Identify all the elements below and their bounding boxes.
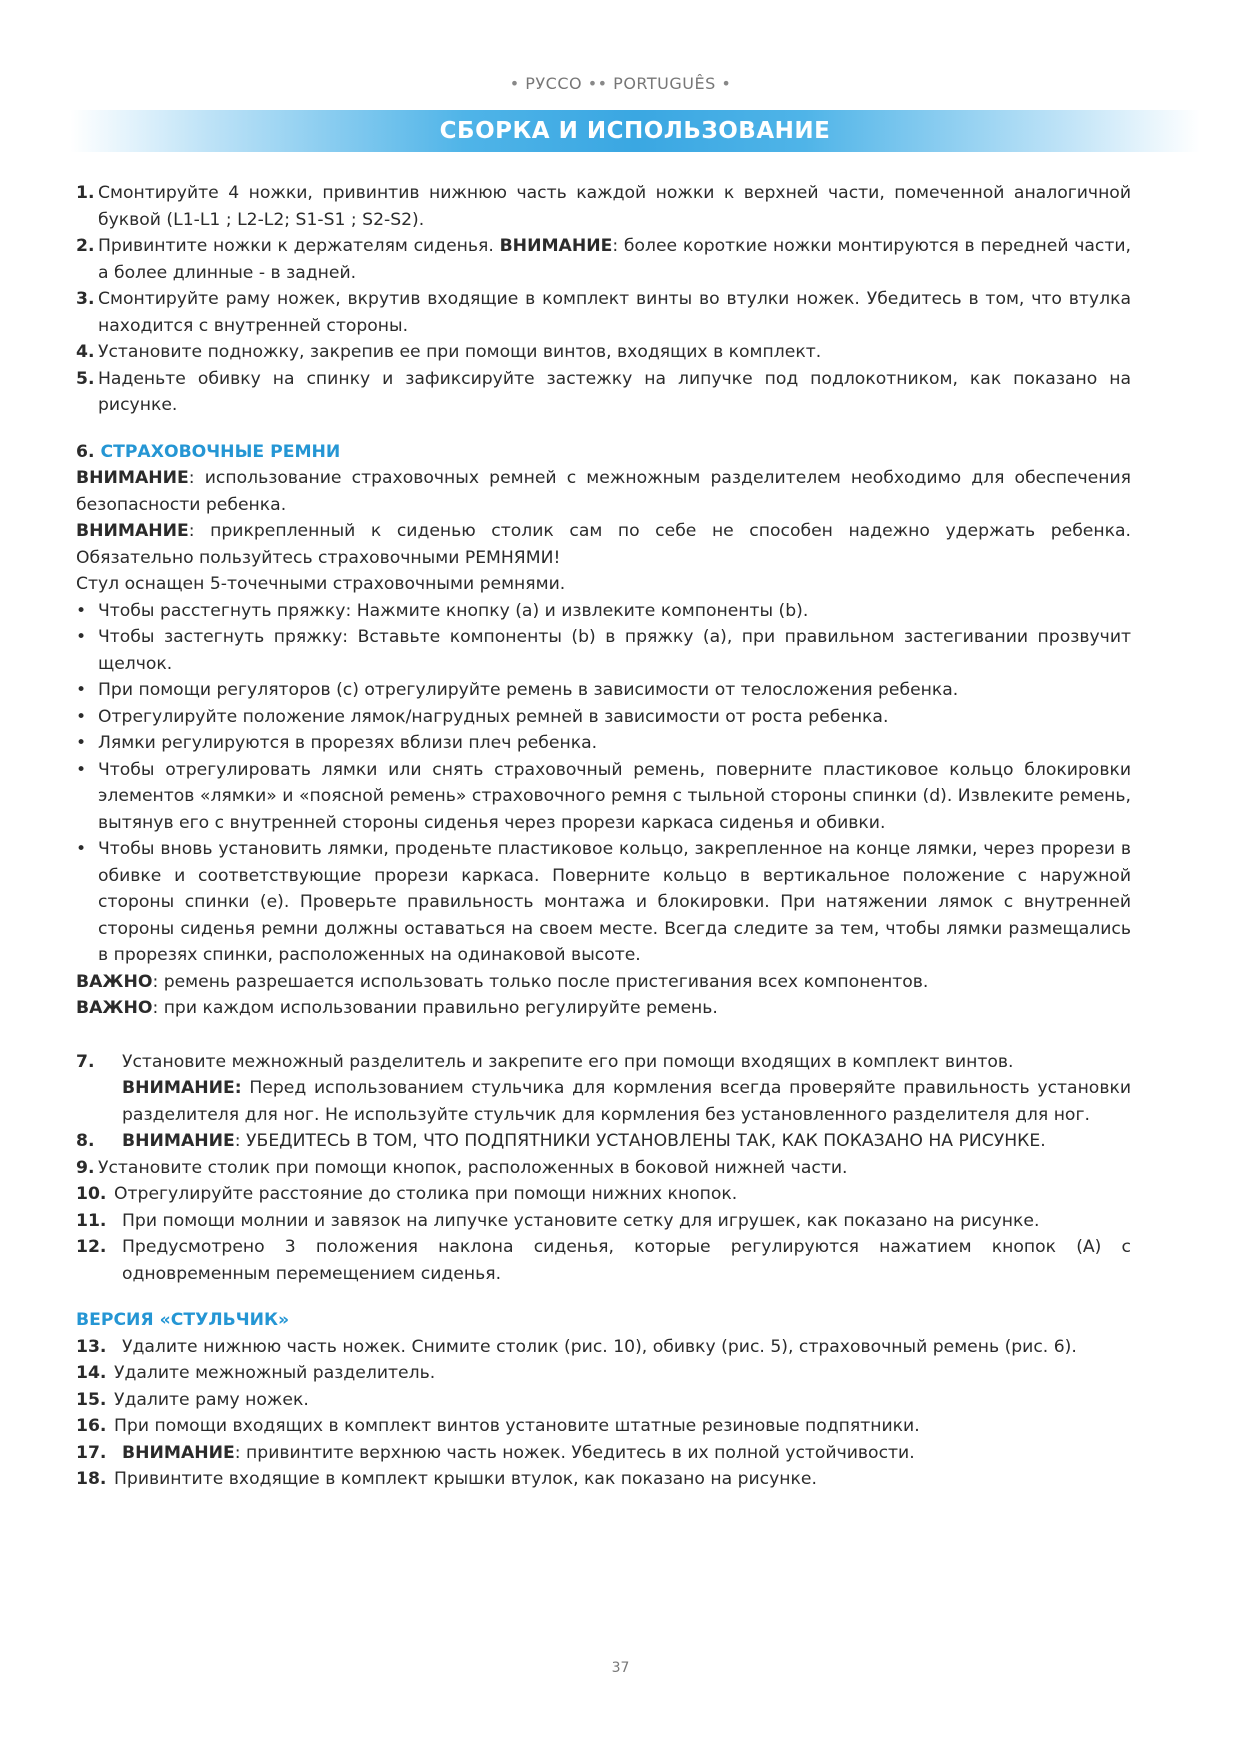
bullet-text: Лямки регулируются в прорезях вблизи плеч ребенка. (98, 733, 598, 753)
step-text: Удалите межножный разделитель. (114, 1363, 436, 1383)
list-item (76, 757, 1131, 837)
step-item (76, 1413, 1131, 1440)
section-heading-chair-version: ВЕРСИЯ «СТУЛЬЧИК» (76, 1310, 290, 1330)
step-number: 8. (76, 1131, 95, 1151)
step-text: Предусмотрено 3 положения наклона сиденья, которые регулируются нажатием кнопок (A) с одновременным перемещением сиденья. (122, 1237, 1131, 1284)
bullet-dot: • (721, 74, 732, 93)
step-text (122, 1440, 1131, 1467)
important-note (76, 969, 1131, 996)
step-item (76, 1208, 1131, 1235)
warning-text: : прикрепленный к сиденью столик сам по себе не способен надежно удержать ребенка. Обязательно пользуйтесь страховочными РЕМНЯМИ! (76, 521, 1131, 568)
bullet: • (76, 839, 87, 859)
bullet: • (76, 600, 87, 621)
instructions-body (76, 180, 1131, 1493)
warning-label: ВНИМАНИЕ (499, 236, 613, 256)
step-text: Смонтируйте раму ножек, вкрутив входящие в комплект винты во втулки ножек. Убедитесь в том, что втулка находится с внутренней стороны. (98, 289, 1131, 336)
step-text: Смонтируйте 4 ножки, привинтив нижнюю часть каждой ножки к верхней части, помеченной аналогичной буквой (L1-L1 ; L2-L2; S1-S1 ; S2-S2). (98, 183, 1131, 230)
step-number: 7. (76, 1051, 95, 1072)
warning-paragraph (76, 465, 1131, 518)
step-number: 18. (76, 1469, 107, 1489)
warning-label: ВНИМАНИЕ: (122, 1078, 242, 1098)
intro-text: Стул оснащен 5-точечными страховочными ремнями. (76, 574, 566, 594)
bullet-text: Чтобы застегнуть пряжку: Вставьте компоненты (b) в пряжку (a), при правильном застегивании прозвучит щелчок. (98, 627, 1131, 674)
important-note (76, 995, 1131, 1022)
step-item (76, 339, 1131, 366)
warning-label: ВНИМАНИЕ (76, 468, 189, 488)
bullet: • (76, 706, 87, 727)
step-number: 14. (76, 1363, 107, 1383)
step-text-part: Привинтите ножки к держателям сиденья. (98, 236, 500, 256)
bullet-text: Чтобы расстегнуть пряжку: Нажмите кнопку (a) и извлеките компоненты (b). (98, 600, 809, 621)
bullet: • (76, 733, 87, 753)
step-number: 4. (76, 342, 95, 362)
step-item (76, 180, 1131, 233)
warning-label: ВНИМАНИЕ (122, 1442, 235, 1463)
bullet-text: Чтобы отрегулировать лямки или снять страховочный ремень, поверните пластиковое кольцо блокировки элементов «лямки» и «поясной ремень» страховочного ремня с тыльной стороны спинки (d). Извлеките ремень, вытянув его с внутренней стороны сиденья через прорези каркаса сиденья и обивки. (98, 759, 1131, 833)
step-number: 3. (76, 289, 95, 309)
step-item (76, 286, 1131, 339)
list-item (76, 836, 1131, 969)
important-label: ВАЖНО (76, 998, 153, 1018)
step-number: 15. (76, 1389, 107, 1410)
step-item (76, 1360, 1131, 1387)
step-text: Наденьте обивку на спинку и зафиксируйте застежку на липучке под подлокотником, как показано на рисунке. (98, 368, 1131, 415)
step-item (76, 1128, 1131, 1155)
step-number: 17. (76, 1442, 107, 1463)
page-title: СБОРКА И ИСПОЛЬЗОВАНИЕ (439, 118, 831, 144)
step-number: 12. (76, 1237, 107, 1257)
step-number: 5. (76, 368, 95, 389)
language-pt: PORTUGUÊS (613, 74, 716, 93)
important-text: : при каждом использовании правильно регулируйте ремень. (152, 998, 718, 1018)
step-item (76, 366, 1131, 419)
warning-label: ВНИМАНИЕ (76, 521, 189, 541)
list-item (76, 677, 1131, 704)
step-number: 11. (76, 1210, 107, 1231)
warning-paragraph (76, 518, 1131, 571)
step-item (76, 1155, 1131, 1182)
list-item (76, 730, 1131, 757)
section-banner (70, 110, 1200, 152)
step-number: 9. (76, 1157, 95, 1178)
step-text-part: : более короткие ножки монтируются в передней части, а более длинные - в задней. (98, 236, 1132, 283)
list-item (76, 624, 1131, 677)
page-number: 37 (611, 1660, 630, 1676)
step-text: Удалите раму ножек. (114, 1389, 309, 1410)
step-text: Установите межножный разделитель и закрепите его при помощи входящих в комплект винтов. (122, 1051, 1014, 1072)
warning-text: Перед использованием стульчика для кормления всегда проверяйте правильность установки разделителя для ног. Не используйте стульчик для кормления без установленного разделителя для ног. (122, 1078, 1131, 1125)
step-item (76, 1181, 1131, 1208)
bullet-text: Отрегулируйте положение лямок/нагрудных ремней в зависимости от роста ребенка. (98, 706, 889, 727)
list-item (76, 704, 1131, 731)
step-item (76, 1234, 1131, 1287)
bullet-dot: • (509, 74, 520, 93)
step-text (98, 233, 1131, 286)
bullet-dot: •• (587, 74, 608, 93)
warning-label: ВНИМАНИЕ (122, 1131, 235, 1151)
step-text-part: : привинтите верхнюю часть ножек. Убедитесь в их полной устойчивости. (234, 1442, 915, 1463)
step-text: Установите подножку, закрепив ее при помощи винтов, входящих в комплект. (98, 342, 822, 362)
step-number: 1. (76, 183, 95, 203)
bullet-text: Чтобы вновь установить лямки, проденьте пластиковое кольцо, закрепленное на конце лямки, через прорези в обивке и соответствующие прорези каркаса. Поверните кольцо в вертикальное положение с наружной стороны спинки (e). Проверьте правильность монтажа и блокировки. При натяжении лямок с внутренней стороны сиденья ремни должны оставаться на своем месте. Всегда следите за тем, чтобы лямки размещались в прорезях спинки, расположенных на одинаковой высоте. (98, 839, 1131, 965)
step-text: При помощи входящих в комплект винтов установите штатные резиновые подпятники. (114, 1416, 920, 1436)
bullet: • (76, 759, 87, 780)
step-text-part: : УБЕДИТЕСЬ В ТОМ, ЧТО ПОДПЯТНИКИ УСТАНОВЛЕНЫ ТАК, КАК ПОКАЗАНО НА РИСУНКЕ. (234, 1131, 1046, 1151)
step-number: 13. (76, 1336, 107, 1357)
bullet: • (76, 627, 87, 647)
step-text: При помощи молнии и завязок на липучке установите сетку для игрушек, как показано на рисунке. (122, 1210, 1040, 1231)
important-text: : ремень разрешается использовать только после пристегивания всех компонентов. (152, 971, 929, 992)
step-item (76, 1334, 1131, 1361)
step-item (76, 233, 1131, 286)
step-number: 10. (76, 1184, 107, 1204)
step-text: Привинтите входящие в комплект крышки втулок, как показано на рисунке. (114, 1469, 817, 1489)
language-ru: РУССО (525, 74, 583, 93)
important-label: ВАЖНО (76, 971, 153, 992)
bullet: • (76, 680, 87, 700)
step-item (76, 1440, 1131, 1467)
list-item (76, 598, 1131, 625)
bullet-text: При помощи регуляторов (c) отрегулируйте ремень в зависимости от телосложения ребенка. (98, 680, 959, 700)
language-indicator (0, 74, 1241, 93)
step-item (76, 1466, 1131, 1493)
warning-text: : использование страховочных ремней с межножным разделителем необходимо для обеспечения безопасности ребенка. (76, 468, 1131, 515)
section-heading-harness (76, 439, 1131, 466)
step-item (76, 1387, 1131, 1414)
step-text: Отрегулируйте расстояние до столика при помощи нижних кнопок. (114, 1184, 738, 1204)
step-number: 2. (76, 236, 95, 256)
step-item (76, 1049, 1131, 1076)
step-text (122, 1128, 1131, 1155)
section-title: СТРАХОВОЧНЫЕ РЕМНИ (100, 441, 341, 462)
section-number: 6. (76, 441, 95, 462)
warning-paragraph (76, 1075, 1131, 1128)
step-number: 16. (76, 1416, 107, 1436)
step-text: Установите столик при помощи кнопок, расположенных в боковой нижней части. (98, 1157, 848, 1178)
step-text: Удалите нижнюю часть ножек. Снимите столик (рис. 10), обивку (рис. 5), страховочный ремень (рис. 6). (122, 1336, 1077, 1357)
